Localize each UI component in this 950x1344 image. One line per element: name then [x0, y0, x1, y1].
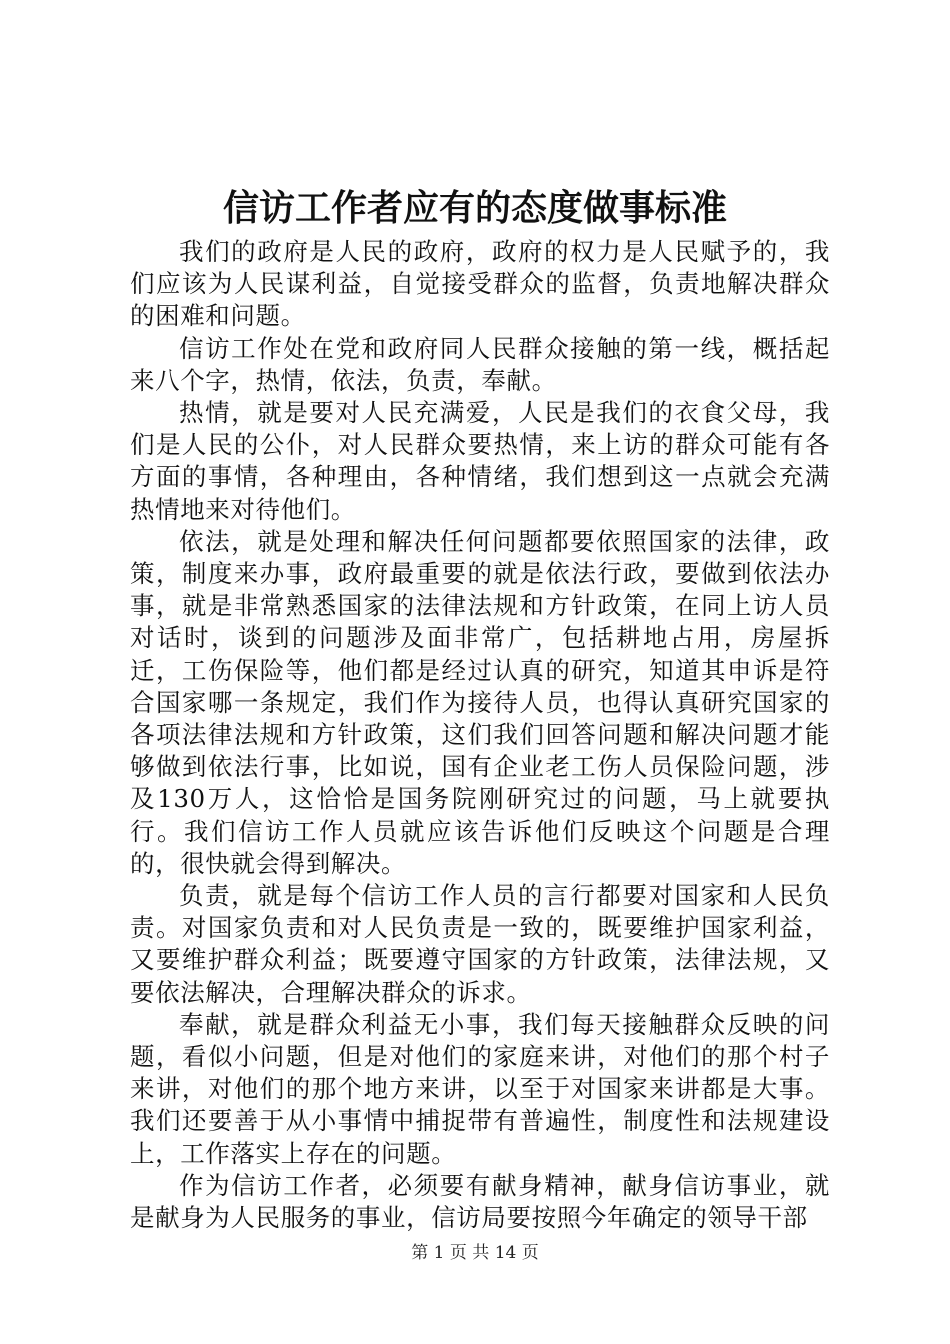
paragraph: 作为信访工作者，必须要有献身精神，献身信访事业，就是献身为人民服务的事业，信访局要按照今年确定的领导干部	[130, 1170, 830, 1233]
document-title: 信访工作者应有的态度做事标准	[222, 187, 727, 229]
page-number-footer: 第 1 页 共 14 页	[411, 1243, 539, 1263]
paragraph: 热情，就是要对人民充满爱，人民是我们的衣食父母，我们是人民的公仆，对人民群众要热情，来上访的群众可能有各方面的事情，各种理由，各种情绪，我们想到这一点就会充满热情地来对待他们。	[130, 398, 830, 524]
paragraph: 依法，就是处理和解决任何问题都要依照国家的法律，政策，制度来办事，政府最重要的就是依法行政，要做到依法办事，就是非常熟悉国家的法律法规和方针政策，在同上访人员对话时，谈到的问题涉及面非常广，包括耕地占用，房屋拆迁，工伤保险等，他们都是经过认真的研究，知道其申诉是符合国家哪一条规定，我们作为接待人员，也得认真研究国家的各项法律法规和方针政策，这们我们回答问题和解决问题才能够做到依法行事，比如说，国有企业老工伤人员保险问题，涉及130万人，这恰恰是国务院刚研究过的问题，马上就要执行。我们信访工作人员就应该告诉他们反映这个问题是合理的，很快就会得到解决。	[130, 526, 830, 878]
paragraph: 我们的政府是人民的政府，政府的权力是人民赋予的，我们应该为人民谋利益，自觉接受群众的监督，负责地解决群众的困难和问题。	[130, 237, 830, 331]
document-body	[130, 236, 830, 1234]
paragraph: 负责，就是每个信访工作人员的言行都要对国家和人民负责。对国家负责和对人民负责是一致的，既要维护国家利益，又要维护群众利益；既要遵守国家的方针政策，法律法规，又要依法解决，合理解决群众的诉求。	[130, 881, 830, 1007]
paragraph: 奉献，就是群众利益无小事，我们每天接触群众反映的问题，看似小问题，但是对他们的家庭来讲，对他们的那个村子来讲，对他们的那个地方来讲，以至于对国家来讲都是大事。我们还要善于从小事情中捕捉带有普遍性，制度性和法规建设上，工作落实上存在的问题。	[130, 1009, 830, 1168]
paragraph: 信访工作处在党和政府同人民群众接触的第一线，概括起来八个字，热情，依法，负责，奉献。	[130, 333, 830, 395]
